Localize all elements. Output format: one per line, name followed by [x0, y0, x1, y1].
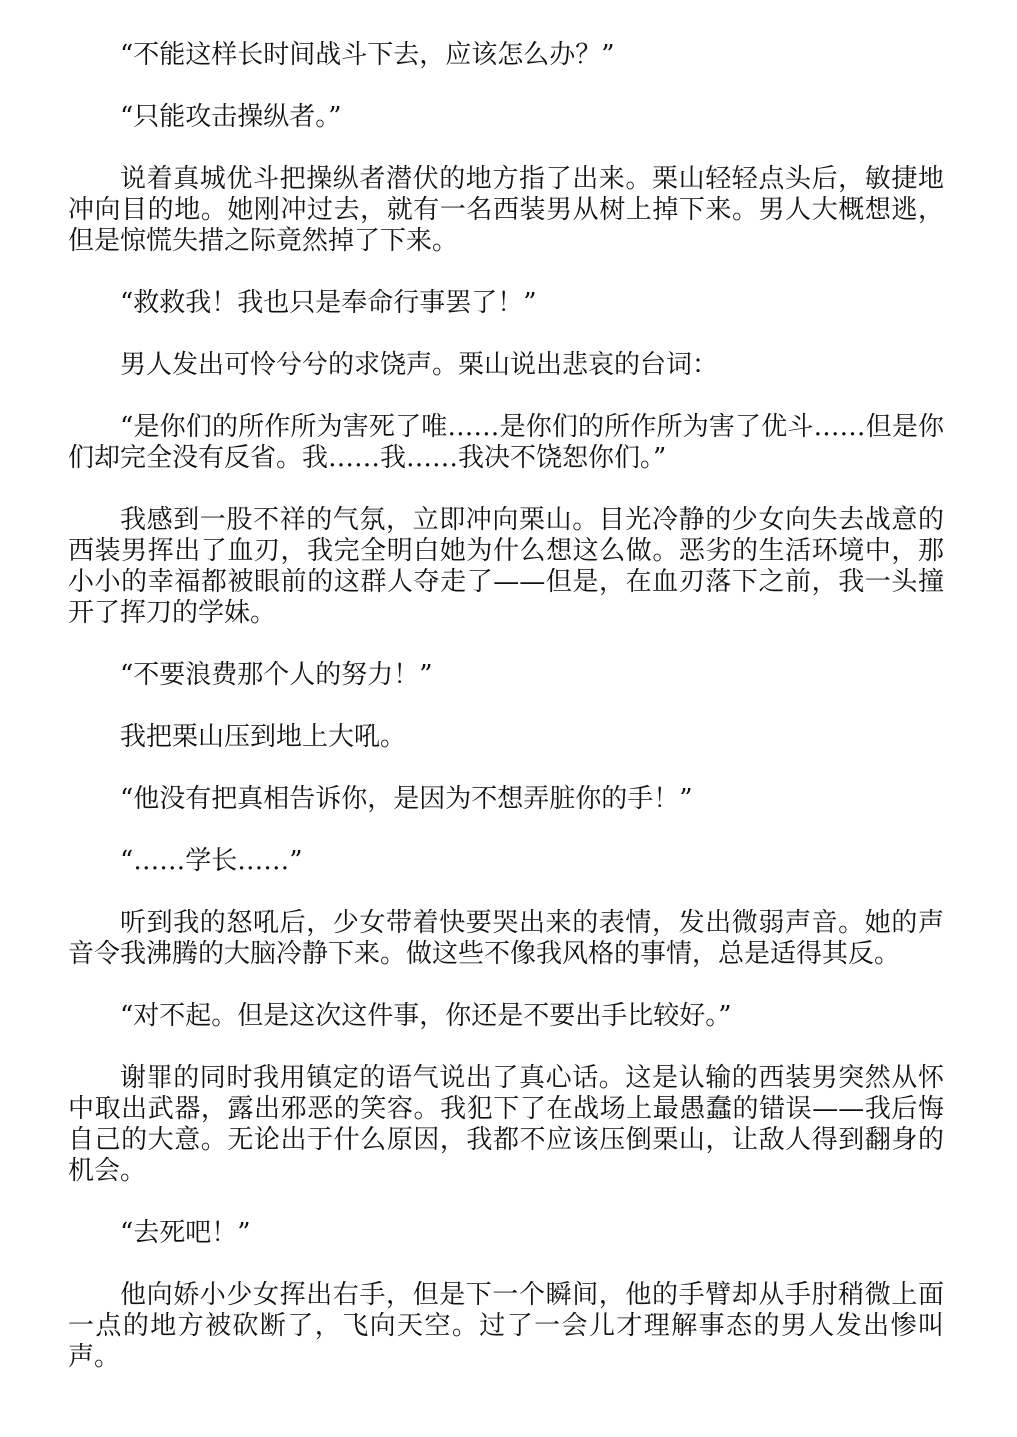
paragraph-14: 谢罪的同时我用镇定的语气说出了真心话。这是认输的西装男突然从怀中取出武器，露出邪恶的笑容。我犯下了在战场上最愚蠢的错误——我后悔自己的大意。无论出于什么原因，我都不应该压倒栗山，让敌人得到翻身的机会。 [68, 1063, 944, 1186]
paragraph-15: “去死吧！” [120, 1218, 251, 1248]
paragraph-16: 他向娇小少女挥出右手，但是下一个瞬间，他的手臂却从手肘稍微上面一点的地方被砍断了，飞向天空。过了一会儿才理解事态的男人发出惨叫声。 [68, 1280, 944, 1372]
document-body [68, 40, 944, 1404]
paragraph-4: “救救我！我也只是奉命行事罢了！” [120, 288, 537, 318]
paragraph-10: “他没有把真相告诉你，是因为不想弄脏你的手！” [120, 784, 693, 814]
paragraph-1: “不能这样长时间战斗下去，应该怎么办？” [120, 40, 615, 70]
paragraph-3: 说着真城优斗把操纵者潜伏的地方指了出来。栗山轻轻点头后，敏捷地冲向目的地。她刚冲过去，就有一名西装男从树上掉下来。男人大概想逃，但是惊慌失措之际竟然掉了下来。 [68, 164, 944, 256]
paragraph-6: “是你们的所作所为害死了唯……是你们的所作所为害了优斗……但是你们却完全没有反省。我……我……我决不饶恕你们。” [68, 412, 944, 473]
paragraph-12: 听到我的怒吼后，少女带着快要哭出来的表情，发出微弱声音。她的声音令我沸腾的大脑冷静下来。做这些不像我风格的事情，总是适得其反。 [68, 908, 944, 969]
paragraph-7: 我感到一股不祥的气氛，立即冲向栗山。目光冷静的少女向失去战意的西装男挥出了血刃，我完全明白她为什么想这么做。恶劣的生活环境中，那小小的幸福都被眼前的这群人夺走了——但是，在血刃落下之前，我一头撞开了挥刀的学妹。 [68, 505, 944, 628]
paragraph-9: 我把栗山压到地上大吼。 [120, 722, 407, 752]
paragraph-5: 男人发出可怜兮兮的求饶声。栗山说出悲哀的台词： [120, 350, 719, 380]
paragraph-13: “对不起。但是这次这件事，你还是不要出手比较好。” [120, 1001, 732, 1031]
paragraph-2: “只能攻击操纵者。” [120, 102, 342, 132]
paragraph-8: “不要浪费那个人的努力！” [120, 660, 433, 690]
paragraph-11: “……学长……” [120, 846, 303, 876]
